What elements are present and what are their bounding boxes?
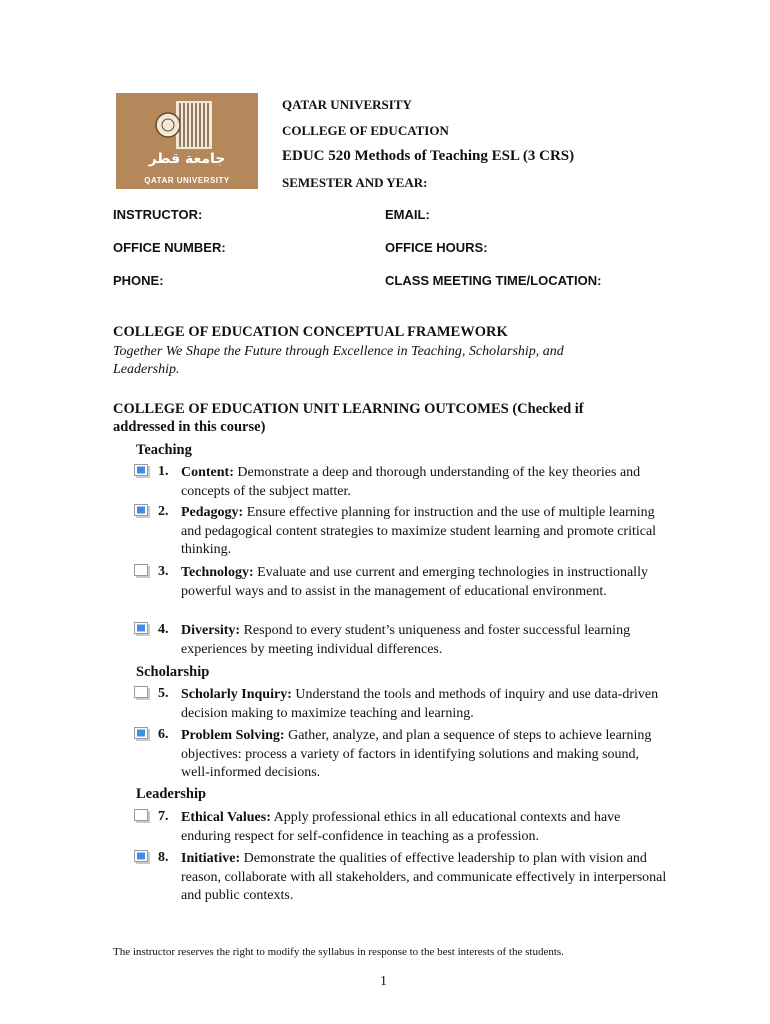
logo-emblem-icon [116,93,258,189]
checkbox-unchecked-icon[interactable] [134,686,151,701]
category-teaching: Teaching [136,442,192,458]
outcome-item [134,622,694,657]
outcomes-title: COLLEGE OF EDUCATION UNIT LEARNING OUTCOMES (Checked if [113,401,584,417]
outcome-name: Diversity: [181,623,241,638]
outcome-text [181,809,671,846]
outcome-description: Respond to every student’s uniqueness and foster successful learning experiences by meeting individual differences. [181,623,631,657]
outcome-number: 2. [158,504,169,519]
checkbox-checked-icon[interactable] [134,464,151,479]
outcome-description: Demonstrate the qualities of effective leadership to plan with vision and reason, collaborate with all stakeholders, and communicate effectively in interpersonal and public contexts. [181,851,667,903]
class-meeting-label: CLASS MEETING TIME/LOCATION: [385,273,602,288]
outcome-description: Gather, analyze, and plan a sequence of steps to achieve learning objectives: process a variety of factors in identifying solutions and making sound, well-informed decisions. [181,728,652,780]
page-number: 1 [380,974,387,989]
outcome-item [134,809,694,844]
outcome-item [134,686,694,721]
course-title: EDUC 520 Methods of Teaching ESL (3 CRS) [282,148,575,164]
logo-arabic-text: جامعة قطر [148,151,226,167]
outcome-name: Initiative: [181,851,241,866]
qatar-university-logo [116,93,258,189]
checkbox-unchecked-icon[interactable] [134,809,151,824]
checkbox-checked-icon[interactable] [134,850,151,865]
outcome-item [134,727,694,780]
footer-note: The instructor reserves the right to modify the syllabus in response to the best interests of the students. [113,946,564,958]
university-name: QATAR UNIVERSITY [282,97,412,112]
office-number-label: OFFICE NUMBER: [113,240,226,255]
outcome-description: Evaluate and use current and emerging technologies in instructionally powerful ways and to assist in the management of educational environment. [181,565,648,599]
logo-caption: QATAR UNIVERSITY [144,176,230,185]
outcome-text [181,564,671,601]
outcome-description: Understand the tools and methods of inquiry and use data-driven decision making to maximize teaching and learning. [181,687,659,721]
outcome-name: Ethical Values: [181,810,271,825]
checkbox-checked-icon[interactable] [134,727,151,742]
outcome-item [134,850,694,903]
outcome-name: Technology: [181,565,254,580]
phone-label: PHONE: [113,273,164,288]
outcome-item [134,464,694,499]
outcome-text [181,464,671,501]
outcome-text [181,504,671,560]
outcome-number: 4. [158,622,169,637]
outcome-number: 8. [158,850,169,865]
outcome-text [181,727,671,783]
category-leadership: Leadership [136,786,207,802]
outcome-text [181,686,671,723]
email-label: EMAIL: [385,207,430,222]
office-hours-label: OFFICE HOURS: [385,240,488,255]
outcome-number: 1. [158,464,169,479]
checkbox-checked-icon[interactable] [134,622,151,637]
instructor-label: INSTRUCTOR: [113,207,203,222]
outcome-name: Scholarly Inquiry: [181,687,292,702]
outcome-name: Problem Solving: [181,728,285,743]
outcome-number: 3. [158,564,169,579]
framework-motto: Together We Shape the Future through Excellence in Teaching, Scholarship, and Leadership. [113,344,564,377]
outcome-name: Content: [181,465,234,480]
outcome-description: Demonstrate a deep and thorough understanding of the key theories and concepts of the subject matter. [181,465,641,499]
semester-label: SEMESTER AND YEAR: [282,175,428,190]
outcome-name: Pedagogy: [181,505,244,520]
checkbox-checked-icon[interactable] [134,504,151,519]
outcome-number: 5. [158,686,169,701]
outcome-text [181,850,671,906]
framework-title: COLLEGE OF EDUCATION CONCEPTUAL FRAMEWORK [113,324,508,340]
outcome-description: Apply professional ethics in all educational contexts and have enduring respect for self-confidence in teaching as a profession. [181,810,621,844]
outcomes-title-line2: addressed in this course) [113,419,266,435]
outcome-item [134,564,694,599]
outcome-description: Ensure effective planning for instruction and the use of multiple learning and pedagogical content strategies to maximize student learning and promote critical thinking. [181,505,657,557]
outcome-number: 6. [158,727,169,742]
category-scholarship: Scholarship [136,664,210,680]
outcome-number: 7. [158,809,169,824]
outcome-text [181,622,671,659]
outcome-item [134,504,694,557]
college-name: COLLEGE OF EDUCATION [282,123,449,138]
checkbox-unchecked-icon[interactable] [134,564,151,579]
